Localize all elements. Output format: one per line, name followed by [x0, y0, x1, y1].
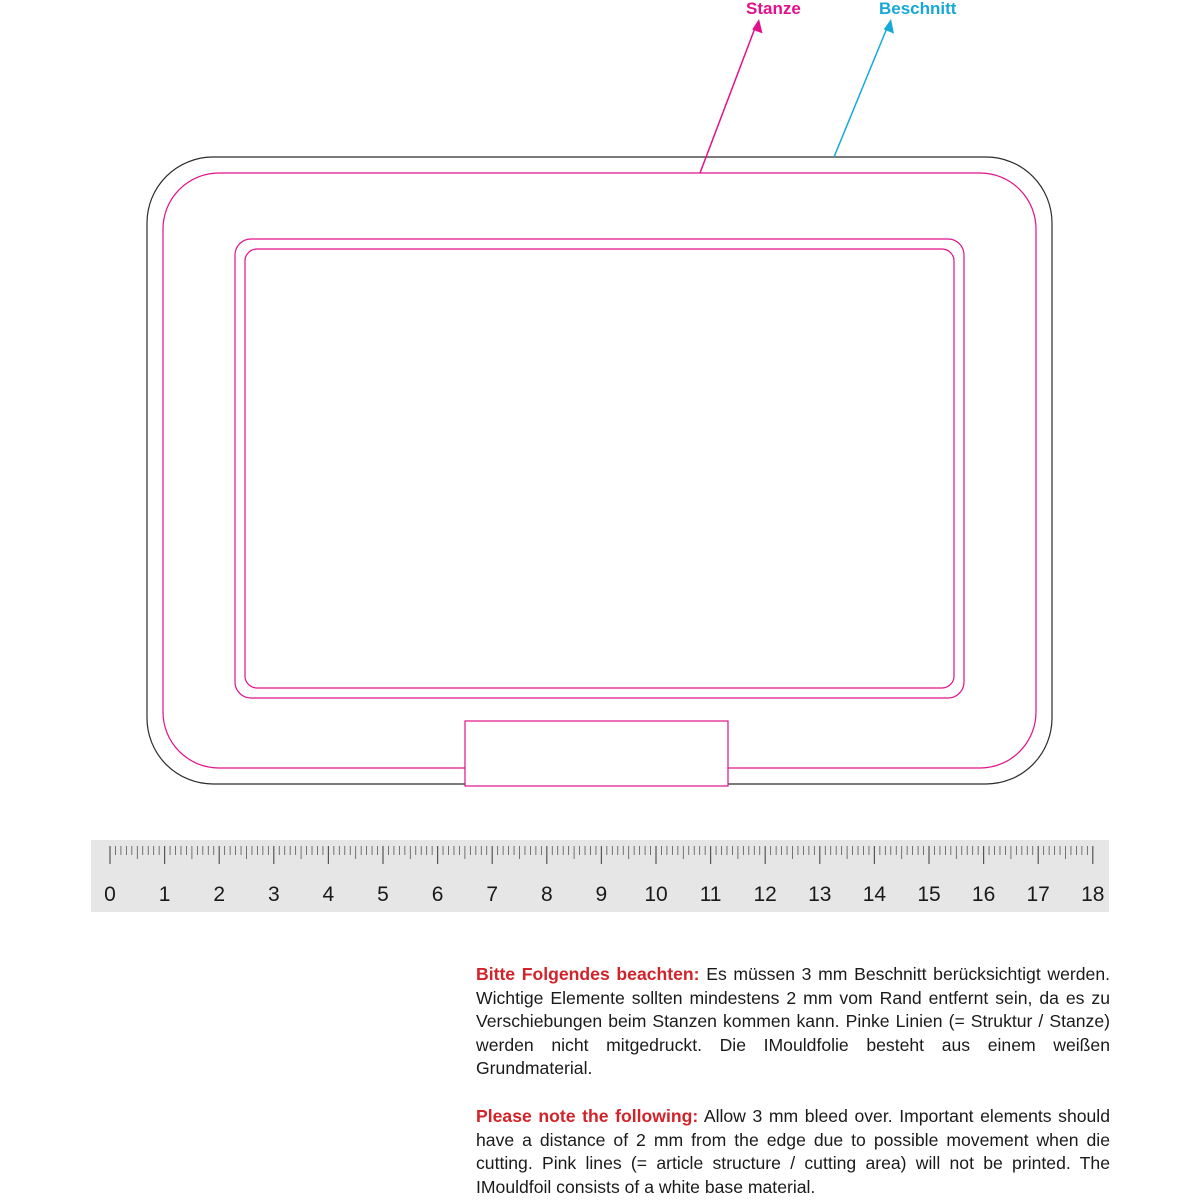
ruler-number: 6: [431, 883, 444, 906]
stanze-leader-line: [700, 28, 755, 173]
note-german-heading: Bitte Folgendes beachten:: [476, 964, 700, 984]
ruler-number: 1: [158, 883, 171, 906]
ruler-number: 7: [486, 883, 499, 906]
inner-frame-inner: [245, 249, 954, 688]
ruler-number: 13: [808, 883, 832, 906]
ruler-number: 4: [322, 883, 335, 906]
beschnitt-leader-line: [834, 28, 887, 157]
ruler-number: 3: [267, 883, 280, 906]
ruler-number: 2: [213, 883, 226, 906]
ruler-number: 17: [1026, 883, 1050, 906]
inner-frame-outer: [235, 239, 964, 698]
ruler: [91, 840, 1109, 912]
ruler-number: 12: [753, 883, 777, 906]
clasp-tab: [465, 721, 728, 786]
note-english-body: Allow 3 mm bleed over. Important elements should have a distance of 2 mm from the edge due to possible movement when die cutting. Pink lines (= article structure / cutting area) will not be printed. The IMouldfoil consists of a white base material.: [476, 1105, 1110, 1197]
ruler-number: 10: [644, 883, 668, 906]
ruler-number: 9: [595, 883, 608, 906]
ruler-number: 0: [104, 883, 116, 906]
ruler-number: 16: [971, 883, 996, 906]
diecut-outline: [163, 173, 1036, 768]
note-english: [476, 1105, 1110, 1199]
beschnitt-label: Beschnitt: [879, 0, 957, 18]
note-english-heading: Please note the following:: [476, 1105, 699, 1126]
ruler-number: 15: [917, 883, 941, 906]
ruler-number: 11: [699, 883, 722, 906]
notes: [476, 963, 1110, 1199]
ruler-number: 14: [862, 883, 887, 906]
bleed-outline: [147, 157, 1052, 784]
ruler-number: 5: [377, 883, 389, 906]
ruler-number: 8: [540, 883, 553, 906]
note-german: [476, 963, 1110, 1081]
note-german-body: Es müssen 3 mm Beschnitt berücksichtigt werden. Wichtige Elemente sollten mindestens 2 mm vom Rand entfernt sein, da es zu Verschiebungen beim Stanzen kommen kann. Pinke Linien (= Struktur / Stanze) werden nicht mitgedruckt. Die IMouldfolie besteht aus einem weißen Grundmaterial.: [476, 964, 1110, 1079]
ruler-number: 18: [1081, 883, 1105, 906]
stanze-label: Stanze: [746, 0, 801, 18]
